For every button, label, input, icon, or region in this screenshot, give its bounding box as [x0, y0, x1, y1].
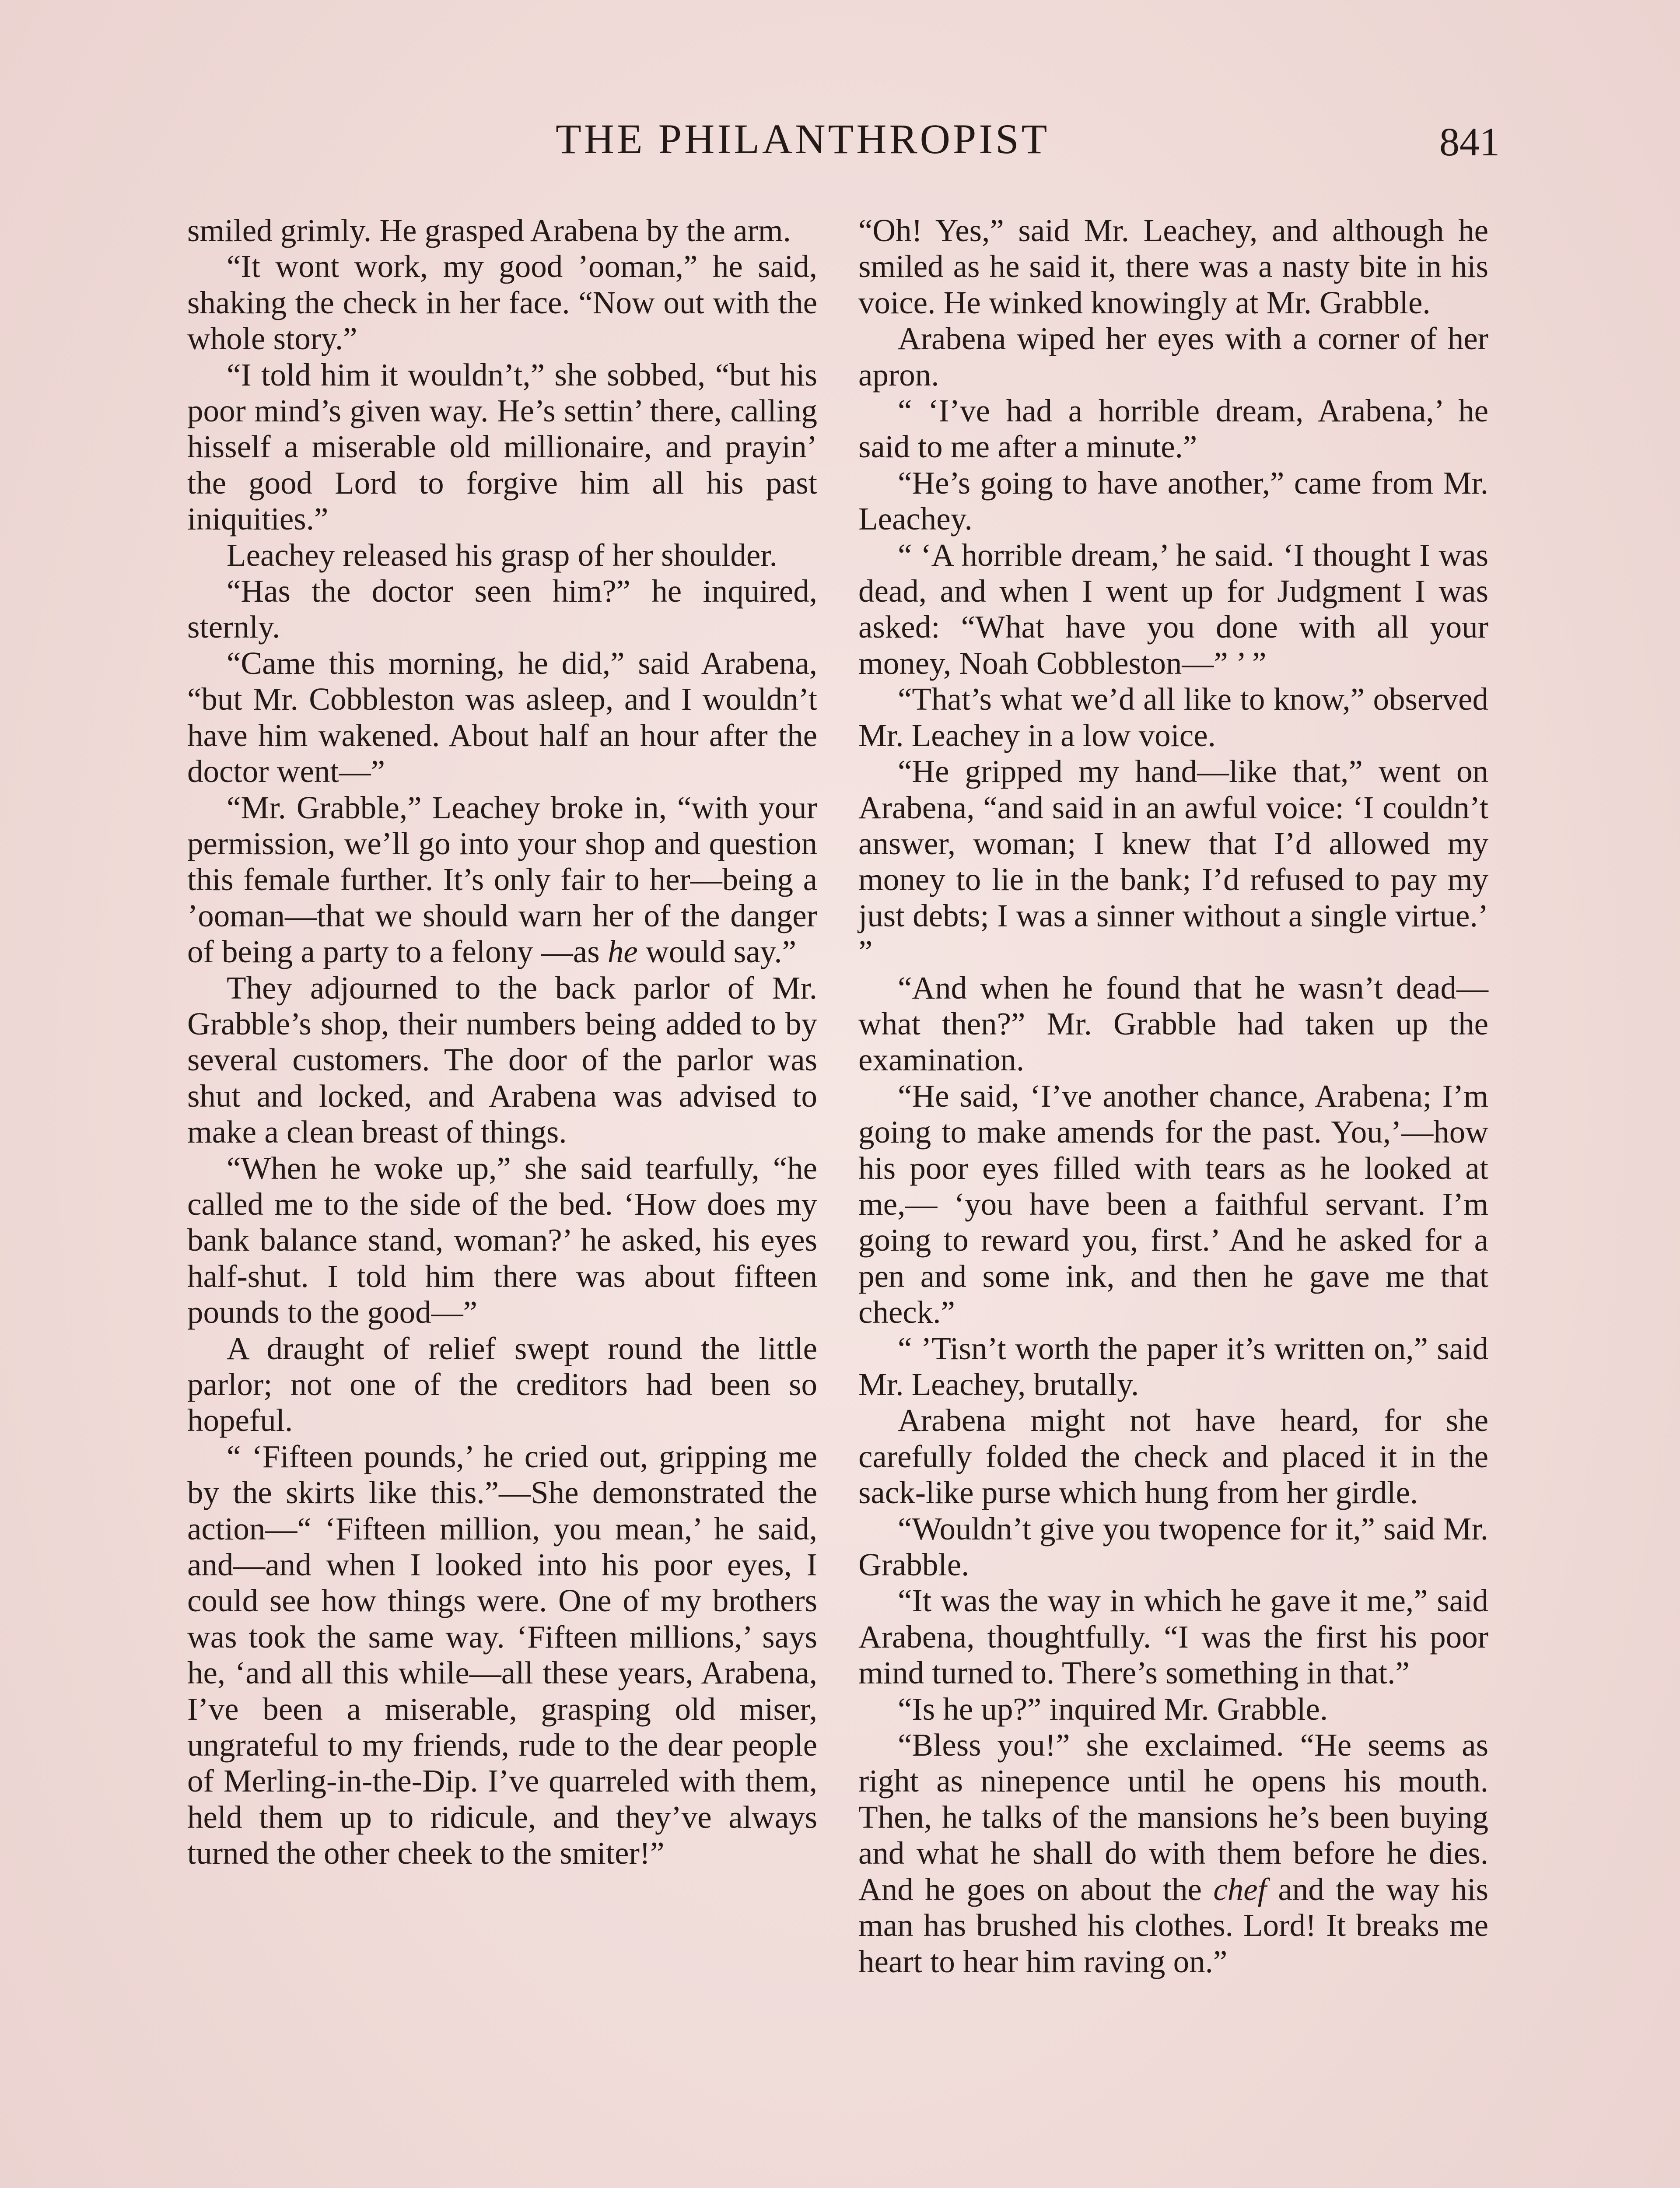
paragraph: “Came this morning, he did,” said Arabena, “but Mr. Cobbleston was asleep, and I wouldn’t have him wakened. About half an hour after the doctor went—” [187, 645, 817, 789]
running-head-title: THE PHILANTHROPIST [556, 116, 1050, 162]
text-column-left [187, 213, 817, 1872]
page-number: 841 [1439, 119, 1500, 164]
paragraph: “ ‘A horrible dream,’ he said. ‘I thought I was dead, and when I went up for Judgment I was asked: “What have you done with all your money, Noah Cobbleston—” ’ ” [858, 537, 1488, 681]
paragraph: “And when he found that he wasn’t dead—what then?” Mr. Grabble had taken up the examination. [858, 970, 1488, 1078]
paragraph: “It wont work, my good ’ooman,” he said, shaking the check in her face. “Now out with the whole story.” [187, 249, 817, 357]
paragraph: “ ‘I’ve had a horrible dream, Arabena,’ he said to me after a minute.” [858, 393, 1488, 465]
paragraph: “He’s going to have another,” came from Mr. Leachey. [858, 465, 1488, 537]
paragraph [858, 1727, 1488, 1980]
paragraph: “ ’Tisn’t worth the paper it’s written on,” said Mr. Leachey, brutally. [858, 1330, 1488, 1402]
paragraph-text-end: and the way his man has brushed his clothes. Lord! It breaks me heart to hear him raving on.” [858, 1871, 1488, 1979]
paragraph: Arabena wiped her eyes with a corner of her apron. [858, 321, 1488, 393]
paragraph: A draught of relief swept round the little parlor; not one of the creditors had been so hopeful. [187, 1330, 817, 1438]
paragraph: “Wouldn’t give you twopence for it,” said Mr. Grabble. [858, 1511, 1488, 1583]
paragraph: “When he woke up,” she said tearfully, “he called me to the side of the bed. ‘How does my bank balance stand, woman?’ he asked, his eyes half-shut. I told him there was about fifteen pounds to the good—” [187, 1150, 817, 1330]
paragraph [187, 790, 817, 970]
paragraph: smiled grimly. He grasped Arabena by the arm. [187, 213, 791, 248]
paragraph: “He said, ‘I’ve another chance, Arabena; I’m going to make amends for the past. You,’—how his poor eyes filled with tears as he looked at me,— ‘you have been a faithful servant. I’m going to reward you, first.’ And he asked for a pen and some ink, and then he gave me that check.” [858, 1078, 1488, 1330]
paragraph: “It was the way in which he gave it me,” said Arabena, thoughtfully. “I was the first his poor mind turned to. There’s something in that.” [858, 1583, 1488, 1691]
paragraph: They adjourned to the back parlor of Mr. Grabble’s shop, their numbers being added to by several customers. The door of the parlor was shut and locked, and Arabena was advised to make a clean breast of things. [187, 970, 817, 1150]
paragraph: “Oh! Yes,” said Mr. Leachey, and although he smiled as he said it, there was a nasty bite in his voice. He winked knowingly at Mr. Grabble. [858, 213, 1488, 320]
paragraph-text: “Mr. Grabble,” Leachey broke in, “with your permission, we’ll go into your shop and question this female further. It’s only fair to her—being a ’ooman—that we should warn her of the danger of being a party to a felony —as [187, 789, 817, 970]
paragraph: “He gripped my hand—like that,” went on Arabena, “and said in an awful voice: ‘I couldn’t answer, woman; I knew that I’d allowed my money to lie in the bank; I’d refused to pay my just debts; I was a sinner without a single virtue.’ ” [858, 754, 1488, 970]
paragraph: “I told him it wouldn’t,” she sobbed, “but his poor mind’s given way. He’s settin’ there, calling hisself a miserable old millionaire, and prayin’ the good Lord to forgive him all his past iniquities.” [187, 357, 817, 537]
paragraph: “Is he up?” inquired Mr. Grabble. [898, 1691, 1328, 1727]
paragraph-text: “Bless you!” she exclaimed. “He seems as right as ninepence until he opens his mouth. Then, he talks of the mansions he’s been buying and what he shall do with them before he dies. And he goes on about the [858, 1727, 1488, 1907]
paragraph: Leachey released his grasp of her shoulder. [227, 537, 777, 573]
italic-word: chef [1213, 1871, 1267, 1907]
paragraph: Arabena might not have heard, for she carefully folded the check and placed it in the sack-like purse which hung from her girdle. [858, 1403, 1488, 1511]
italic-word: he [607, 934, 638, 970]
paragraph-text-end: would say.” [637, 934, 797, 970]
paragraph: “Has the doctor seen him?” he inquired, sternly. [187, 573, 817, 645]
paragraph: “That’s what we’d all like to know,” observed Mr. Leachey in a low voice. [858, 681, 1488, 753]
paragraph: “ ‘Fifteen pounds,’ he cried out, gripping me by the skirts like this.”—She demonstrated the action—“ ‘Fifteen million, you mean,’ he said, and—and when I looked into his poor eyes, I could see how things were. One of my brothers was took the same way. ‘Fifteen millions,’ says he, ‘and all this while—all these years, Arabena, I’ve been a miserable, grasping old miser, ungrateful to my friends, rude to the dear people of Merling-in-the-Dip. I’ve quarreled with them, held them up to ridicule, and they’ve always turned the other cheek to the smiter!” [187, 1438, 817, 1871]
text-column-right [858, 213, 1488, 1980]
